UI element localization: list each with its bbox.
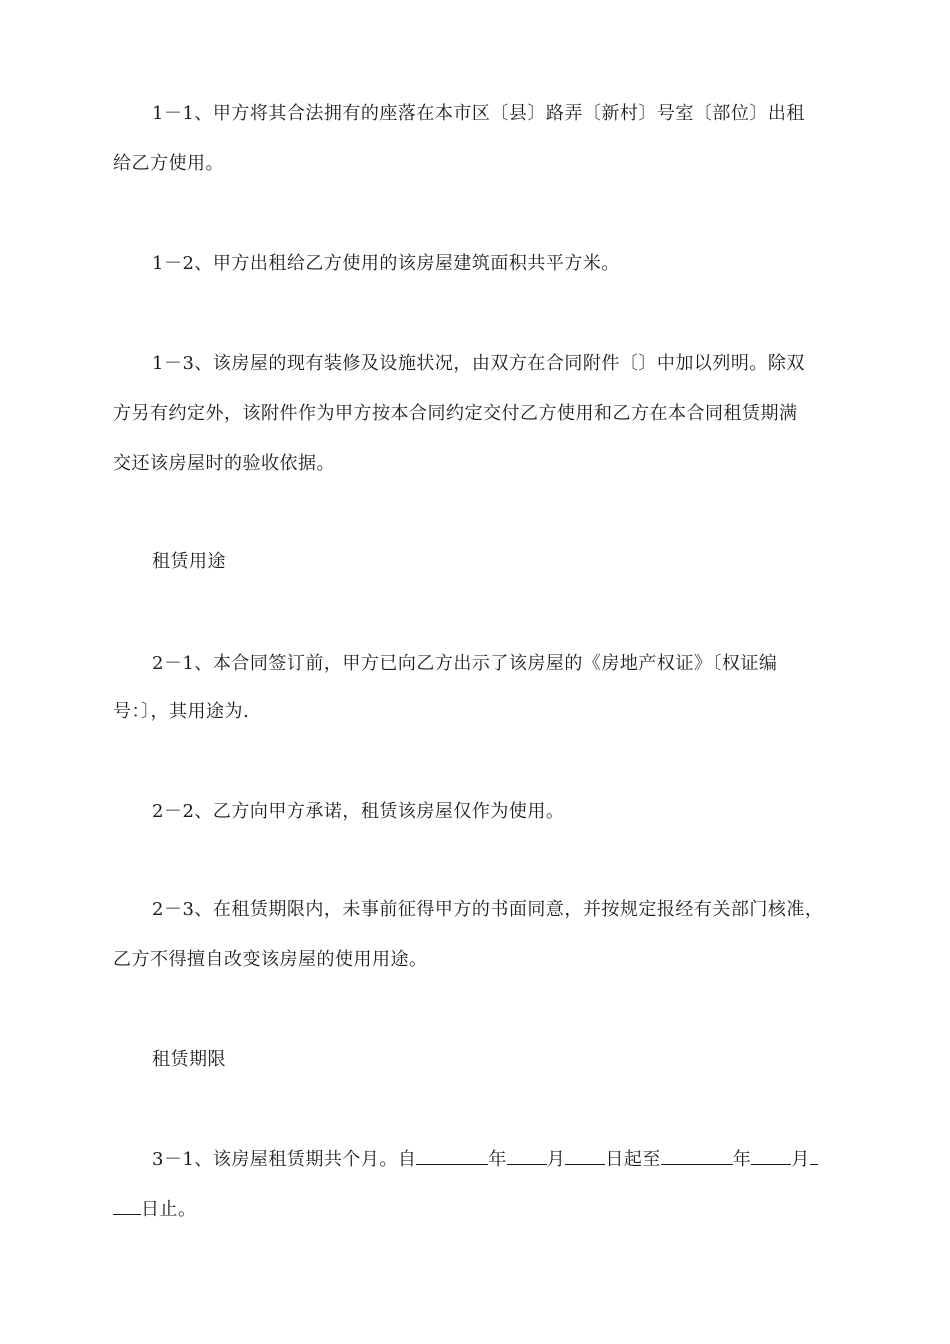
clause-3-1-text-from: 日起至: [605, 1149, 661, 1170]
clause-1-3-line-1: 1－3、该房屋的现有装修及设施状况，由双方在合同附件〔〕中加以列明。除双: [152, 353, 805, 374]
clause-3-1-text-end: 日止。: [141, 1199, 197, 1220]
blank-end-year: [661, 1148, 733, 1165]
clause-1-2-line-1: 1－2、甲方出租给乙方使用的该房屋建筑面积共平方米。: [152, 253, 620, 274]
blank-end-day-part-2: [113, 1198, 141, 1215]
clause-2-1-line-1: 2－1、本合同签订前，甲方已向乙方出示了该房屋的《房地产权证》〔权证编: [152, 653, 778, 674]
clause-2-3-line-1: 2－3、在租赁期限内，未事前征得甲方的书面同意，并按规定报经有关部门核准，: [152, 899, 824, 920]
clause-1-1-line-2: 给乙方使用。: [113, 153, 224, 174]
clause-3-1-line-1: [152, 1148, 818, 1172]
clause-1-3-line-3: 交还该房屋时的验收依据。: [113, 453, 335, 474]
blank-end-day-part-1: [810, 1148, 818, 1165]
blank-end-month: [751, 1148, 791, 1165]
clause-3-1-text-year-2: 年: [732, 1149, 752, 1170]
clause-3-1-line-2: [113, 1198, 197, 1222]
section-heading-purpose: 租赁用途: [152, 551, 226, 572]
clause-2-1-line-2: 号：〕，其用途为.: [113, 701, 250, 722]
blank-start-year: [416, 1148, 488, 1165]
clause-3-1-text-month: 月: [546, 1149, 566, 1170]
clause-3-1-text-month-2: 月: [791, 1149, 810, 1170]
clause-3-1-text-year: 年: [488, 1149, 507, 1170]
section-heading-term: 租赁期限: [152, 1049, 226, 1070]
clause-2-2-line-1: 2－2、乙方向甲方承诺，租赁该房屋仅作为使用。: [152, 801, 565, 822]
blank-start-day: [565, 1148, 605, 1165]
clause-3-1-text-lead: 3－1、该房屋租赁期共个月。自: [152, 1149, 417, 1170]
clause-2-3-line-2: 乙方不得擅自改变该房屋的使用用途。: [113, 949, 428, 970]
clause-1-1-line-1: 1－1、甲方将其合法拥有的座落在本市区〔县〕路弄〔新村〕号室〔部位〕出租: [152, 103, 805, 124]
blank-start-month: [507, 1148, 547, 1165]
clause-1-3-line-2: 方另有约定外，该附件作为甲方按本合同约定交付乙方使用和乙方在本合同租赁期满: [113, 403, 798, 424]
